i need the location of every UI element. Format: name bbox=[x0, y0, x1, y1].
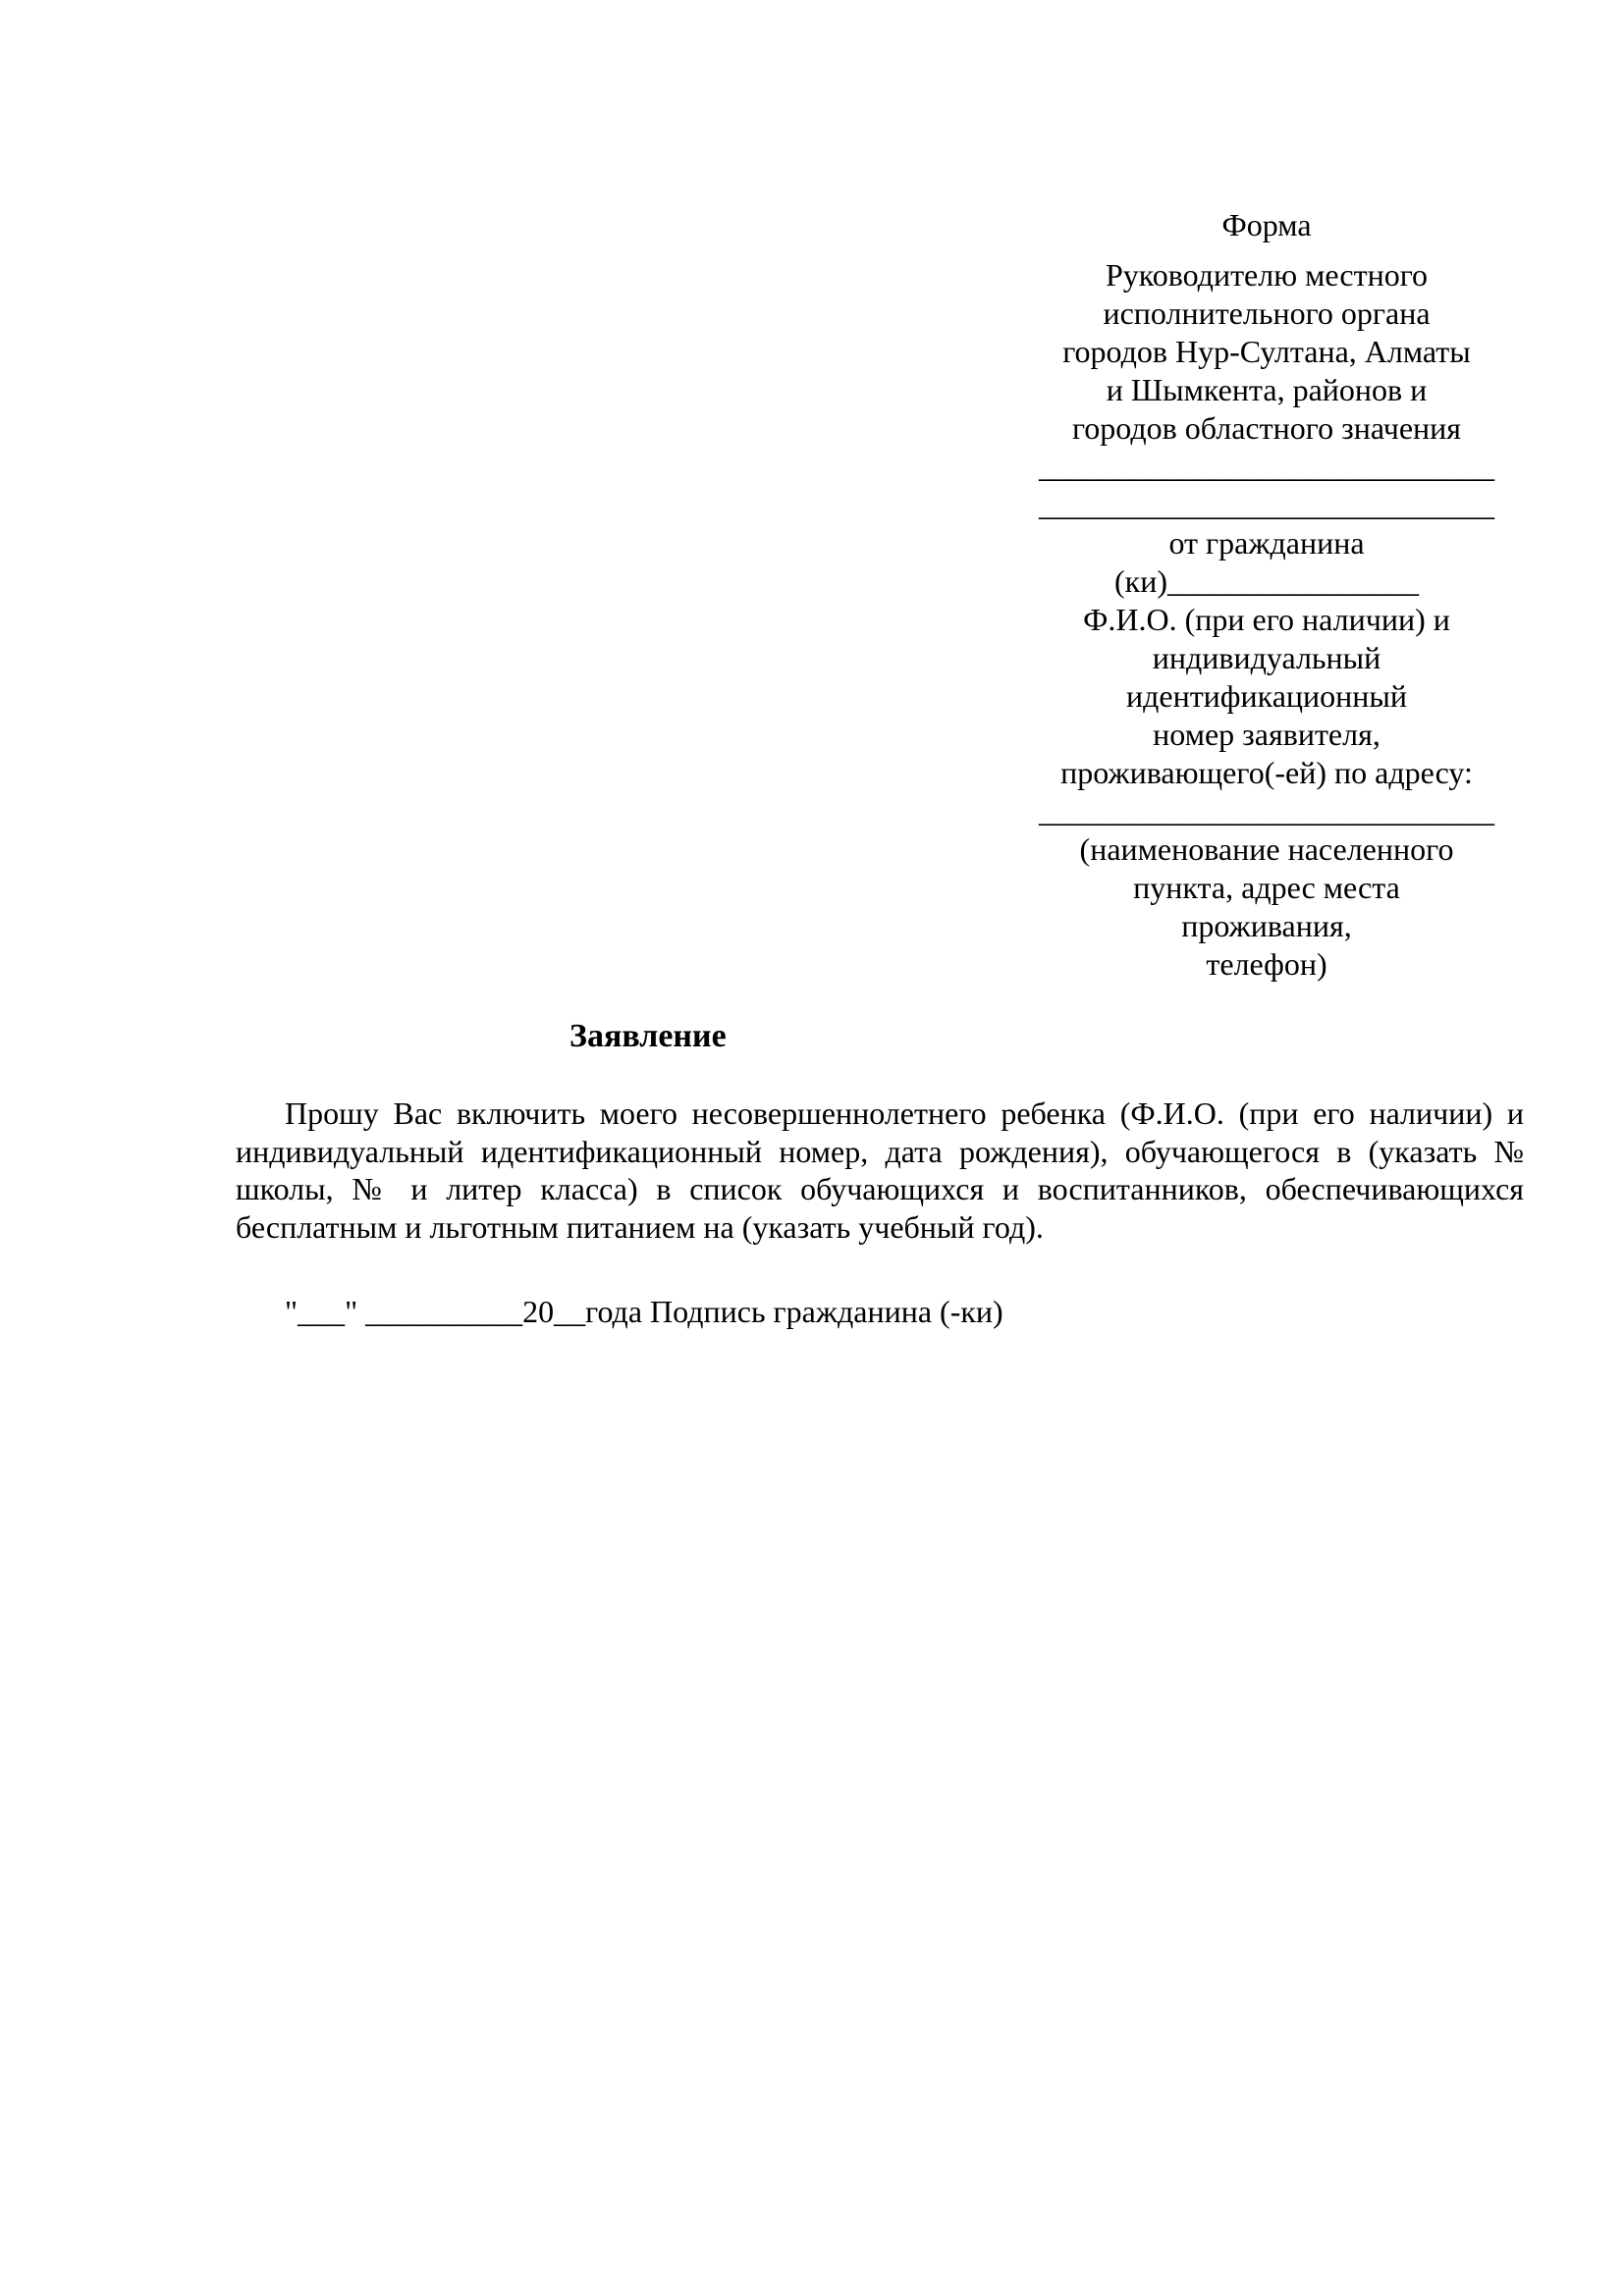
addressee-line: (ки)________________ bbox=[1114, 563, 1419, 599]
addressee-line: (наименование населенного bbox=[1079, 831, 1454, 867]
addressee-line: номер заявителя, bbox=[1153, 717, 1380, 752]
application-body-text: Прошу Вас включить моего несовершеннолетнего ребенка (Ф.И.О. (при его наличии) и индивидуальный идентификационный номер, дата рождения), обучающегося в (указать № школы, № и литер класса) в список обучающихся и воспитанников, обеспечивающихся бесплатным и льготным питанием на (указать учебный год). bbox=[236, 1095, 1524, 1245]
form-label: Форма bbox=[1221, 207, 1312, 242]
addressee-line: Ф.И.О. (при его наличии) и bbox=[1083, 602, 1450, 637]
addressee-line: исполнительного органа bbox=[1103, 295, 1431, 331]
addressee-line: от гражданина bbox=[1168, 525, 1365, 561]
signature-line: "___" __________20__года Подпись гражданина (-ки) bbox=[285, 1294, 1003, 1329]
application-body bbox=[236, 1095, 1524, 1246]
addressee-line: Руководителю местного bbox=[1105, 257, 1429, 293]
addressee-line: проживающего(-ей) по адресу: bbox=[1060, 755, 1473, 790]
document-title: Заявление bbox=[569, 1018, 727, 1054]
addressee-line: городов Нур-Султана, Алматы bbox=[1062, 334, 1471, 369]
addressee-line: идентификационный bbox=[1125, 678, 1408, 714]
addressee-line: пункта, адрес места bbox=[1133, 870, 1400, 905]
blank-line: _____________________________ bbox=[1039, 449, 1494, 484]
addressee-line: и Шымкента, районов и bbox=[1106, 372, 1428, 407]
addressee-block bbox=[1021, 206, 1512, 984]
addressee-line: проживания, bbox=[1181, 908, 1352, 943]
addressee-line: индивидуальный bbox=[1152, 640, 1381, 675]
blank-line: _____________________________ bbox=[1039, 793, 1494, 828]
blank-line: _____________________________ bbox=[1039, 487, 1494, 522]
addressee-line: телефон) bbox=[1206, 946, 1327, 982]
addressee-line: городов областного значения bbox=[1071, 410, 1462, 446]
